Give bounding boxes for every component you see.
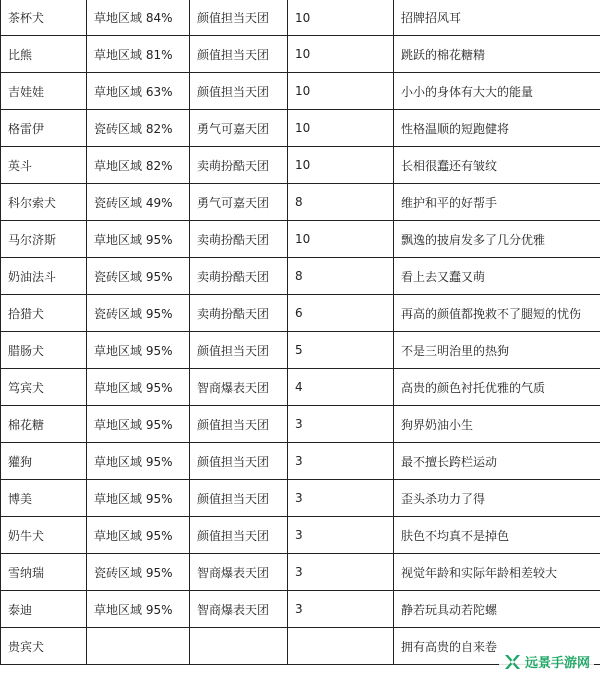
description-cell: 狗界奶油小生: [394, 406, 600, 443]
dog-name-cell: 吉娃娃: [1, 73, 87, 110]
dog-name-cell: 笃宾犬: [1, 369, 87, 406]
area-cell: 草地区域 95%: [87, 369, 190, 406]
team-cell: 颜值担当天团: [190, 73, 288, 110]
team-cell: 颜值担当天团: [190, 332, 288, 369]
table-row: [1, 591, 600, 628]
area-cell: 草地区域 95%: [87, 591, 190, 628]
value-cell: 4: [288, 369, 394, 406]
area-cell: 瓷砖区域 49%: [87, 184, 190, 221]
value-cell: 8: [288, 258, 394, 295]
dog-name-cell: 奶油法斗: [1, 258, 87, 295]
dog-name-cell: 博美: [1, 480, 87, 517]
area-cell: 草地区域 95%: [87, 332, 190, 369]
area-cell: 草地区域 95%: [87, 517, 190, 554]
table-row: [1, 480, 600, 517]
description-cell: 静若玩具动若陀螺: [394, 591, 600, 628]
dog-name-cell: 獾狗: [1, 443, 87, 480]
description-cell: 跳跃的棉花糖精: [394, 36, 600, 73]
table-row: [1, 517, 600, 554]
table-row: [1, 332, 600, 369]
area-cell: 草地区域 95%: [87, 221, 190, 258]
team-cell: 卖萌扮酷天团: [190, 147, 288, 184]
description-cell: 小小的身体有大大的能量: [394, 73, 600, 110]
team-cell: 颜值担当天团: [190, 406, 288, 443]
value-cell: 10: [288, 0, 394, 36]
dog-name-cell: 茶杯犬: [1, 0, 87, 36]
area-cell: 瓷砖区域 82%: [87, 110, 190, 147]
table-row: [1, 295, 600, 332]
x-logo-icon: [503, 653, 521, 671]
dog-name-cell: 雪纳瑞: [1, 554, 87, 591]
area-cell: 草地区域 95%: [87, 443, 190, 480]
description-cell: 视觉年龄和实际年龄相差较大: [394, 554, 600, 591]
area-cell: 草地区域 95%: [87, 406, 190, 443]
table-body: [1, 0, 600, 665]
value-cell: 10: [288, 36, 394, 73]
dog-name-cell: 泰迪: [1, 591, 87, 628]
dog-name-cell: 格雷伊: [1, 110, 87, 147]
table-row: [1, 221, 600, 258]
watermark: [499, 650, 594, 673]
table-row: [1, 73, 600, 110]
value-cell: 10: [288, 110, 394, 147]
area-cell: 瓷砖区域 95%: [87, 258, 190, 295]
dog-name-cell: 贵宾犬: [1, 628, 87, 665]
team-cell: [190, 628, 288, 665]
table-row: [1, 258, 600, 295]
description-cell: 维护和平的好帮手: [394, 184, 600, 221]
table-row: [1, 406, 600, 443]
area-cell: 草地区域 81%: [87, 36, 190, 73]
team-cell: 勇气可嘉天团: [190, 110, 288, 147]
dog-name-cell: 棉花糖: [1, 406, 87, 443]
team-cell: 颜值担当天团: [190, 0, 288, 36]
value-cell: 3: [288, 406, 394, 443]
description-cell: 性格温顺的短跑健将: [394, 110, 600, 147]
value-cell: 10: [288, 73, 394, 110]
dog-name-cell: 马尔济斯: [1, 221, 87, 258]
dog-name-cell: 比熊: [1, 36, 87, 73]
dog-name-cell: 科尔索犬: [1, 184, 87, 221]
area-cell: 草地区域 84%: [87, 0, 190, 36]
description-cell: 最不擅长跨栏运动: [394, 443, 600, 480]
team-cell: 智商爆表天团: [190, 369, 288, 406]
team-cell: 智商爆表天团: [190, 591, 288, 628]
table-row: [1, 0, 600, 36]
area-cell: 草地区域 82%: [87, 147, 190, 184]
area-cell: [87, 628, 190, 665]
team-cell: 勇气可嘉天团: [190, 184, 288, 221]
value-cell: 10: [288, 221, 394, 258]
team-cell: 卖萌扮酷天团: [190, 221, 288, 258]
value-cell: 10: [288, 147, 394, 184]
table-row: [1, 554, 600, 591]
value-cell: 3: [288, 591, 394, 628]
team-cell: 卖萌扮酷天团: [190, 258, 288, 295]
description-cell: 拥有高贵的自来卷: [394, 628, 600, 665]
description-cell: 歪头杀功力了得: [394, 480, 600, 517]
area-cell: 瓷砖区域 95%: [87, 554, 190, 591]
value-cell: 3: [288, 480, 394, 517]
description-cell: 不是三明治里的热狗: [394, 332, 600, 369]
table-row: [1, 147, 600, 184]
table-row: [1, 36, 600, 73]
value-cell: 5: [288, 332, 394, 369]
team-cell: 卖萌扮酷天团: [190, 295, 288, 332]
area-cell: 草地区域 95%: [87, 480, 190, 517]
dog-name-cell: 拾猎犬: [1, 295, 87, 332]
value-cell: 8: [288, 184, 394, 221]
value-cell: 6: [288, 295, 394, 332]
team-cell: 颜值担当天团: [190, 36, 288, 73]
value-cell: 3: [288, 517, 394, 554]
dog-name-cell: 英斗: [1, 147, 87, 184]
dog-name-cell: 腊肠犬: [1, 332, 87, 369]
area-cell: 瓷砖区域 95%: [87, 295, 190, 332]
value-cell: [288, 628, 394, 665]
team-cell: 智商爆表天团: [190, 554, 288, 591]
area-cell: 草地区域 63%: [87, 73, 190, 110]
team-cell: 颜值担当天团: [190, 443, 288, 480]
watermark-text: 远景手游网: [524, 656, 590, 671]
value-cell: 3: [288, 554, 394, 591]
table-row: [1, 110, 600, 147]
description-cell: 招牌招风耳: [394, 0, 600, 36]
table-row: [1, 443, 600, 480]
team-cell: 颜值担当天团: [190, 517, 288, 554]
description-cell: 看上去又蠢又萌: [394, 258, 600, 295]
table-row: [1, 184, 600, 221]
description-cell: 长相很蠢还有皱纹: [394, 147, 600, 184]
description-cell: 肤色不均真不是掉色: [394, 517, 600, 554]
table-row: [1, 369, 600, 406]
team-cell: 颜值担当天团: [190, 480, 288, 517]
value-cell: 3: [288, 443, 394, 480]
description-cell: 飘逸的披肩发多了几分优雅: [394, 221, 600, 258]
dog-name-cell: 奶牛犬: [1, 517, 87, 554]
description-cell: 再高的颜值都挽救不了腿短的忧伤: [394, 295, 600, 332]
description-cell: 高贵的颜色衬托优雅的气质: [394, 369, 600, 406]
